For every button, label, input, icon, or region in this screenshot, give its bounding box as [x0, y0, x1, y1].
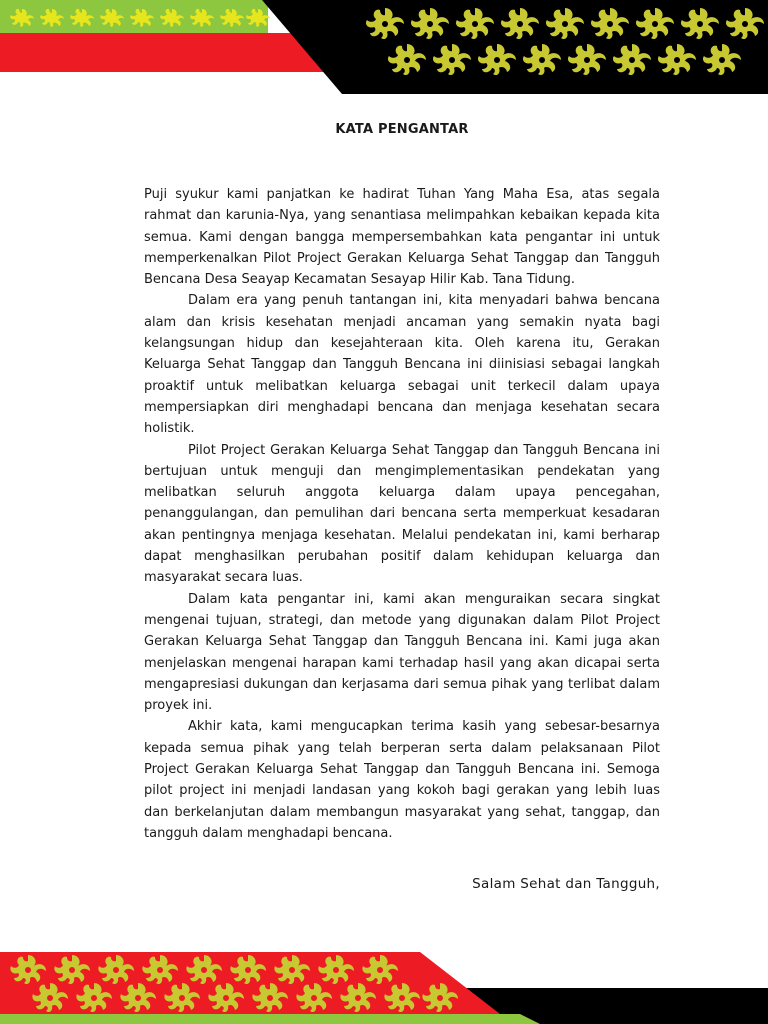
paragraph-2: Dalam era yang penuh tantangan ini, kita menyadari bahwa bencana alam dan krisis kesehatan menjadi ancaman yang semakin nyata bagi kelangsungan hidup dan kesejahteraan kita. Oleh karena itu, Gerakan Keluarga Sehat Tanggap dan Tangguh Bencana ini diinisiasi sebagai langkah proaktif untuk melibatkan keluarga sebagai unit terkecil dalam upaya mempersiapkan diri menghadapi bencana dan menjaga kesehatan secara holistik.	[144, 293, 660, 437]
document	[144, 120, 660, 894]
paragraph-1: Puji syukur kami panjatkan ke hadirat Tuhan Yang Maha Esa, atas segala rahmat dan karunia-Nya, yang senantiasa melimpahkan kebaikan kepada kita semua. Kami dengan bangga mempersembahkan kata pengantar ini untuk memperkenalkan Pilot Project Gerakan Keluarga Sehat Tanggap dan Tangguh Bencana Desa Seayap Kecamatan Sesayap Hilir Kab. Tana Tidung.	[144, 187, 660, 288]
page-title: KATA PENGANTAR	[335, 122, 469, 137]
paragraph-5: Akhir kata, kami mengucapkan terima kasih yang sebesar-besarnya kepada semua pihak yang telah berperan serta dalam pelaksanaan Pilot Project Gerakan Keluarga Sehat Tanggap dan Tangguh Bencana ini. Semoga pilot project ini menjadi landasan yang kokoh bagi gerakan yang lebih luas dan berkelanjutan dalam membangun masyarakat yang sehat, tanggap, dan tangguh dalam menghadapi bencana.	[144, 719, 660, 841]
top-banner	[0, 0, 768, 94]
closing-salutation: Salam Sehat dan Tangguh,	[472, 876, 660, 893]
paragraph-3: Pilot Project Gerakan Keluarga Sehat Tanggap dan Tangguh Bencana ini bertujuan untuk menguji dan mengimplementasikan pendekatan yang melibatkan seluruh anggota keluarga dalam upaya pencegahan, penanggulangan, dan pemulihan dari bencana serta memperkuat kesadaran akan pentingnya menjaga kesehatan. Melalui pendekatan ini, kami berharap dapat menghasilkan perubahan positif dalam kehidupan keluarga dan masyarakat secara luas.	[144, 442, 660, 586]
paragraph-4: Dalam kata pengantar ini, kami akan menguraikan secara singkat mengenai tujuan, strategi, dan metode yang digunakan dalam Pilot Project Gerakan Keluarga Sehat Tanggap dan Tangguh Bencana ini. Kami juga akan menjelaskan mengenai harapan kami terhadap hasil yang akan dicapai serta mengapresiasi dukungan dan kerjasama dari semua pihak yang terlibat dalam proyek ini.	[144, 591, 660, 714]
bottom-banner	[0, 952, 768, 1024]
